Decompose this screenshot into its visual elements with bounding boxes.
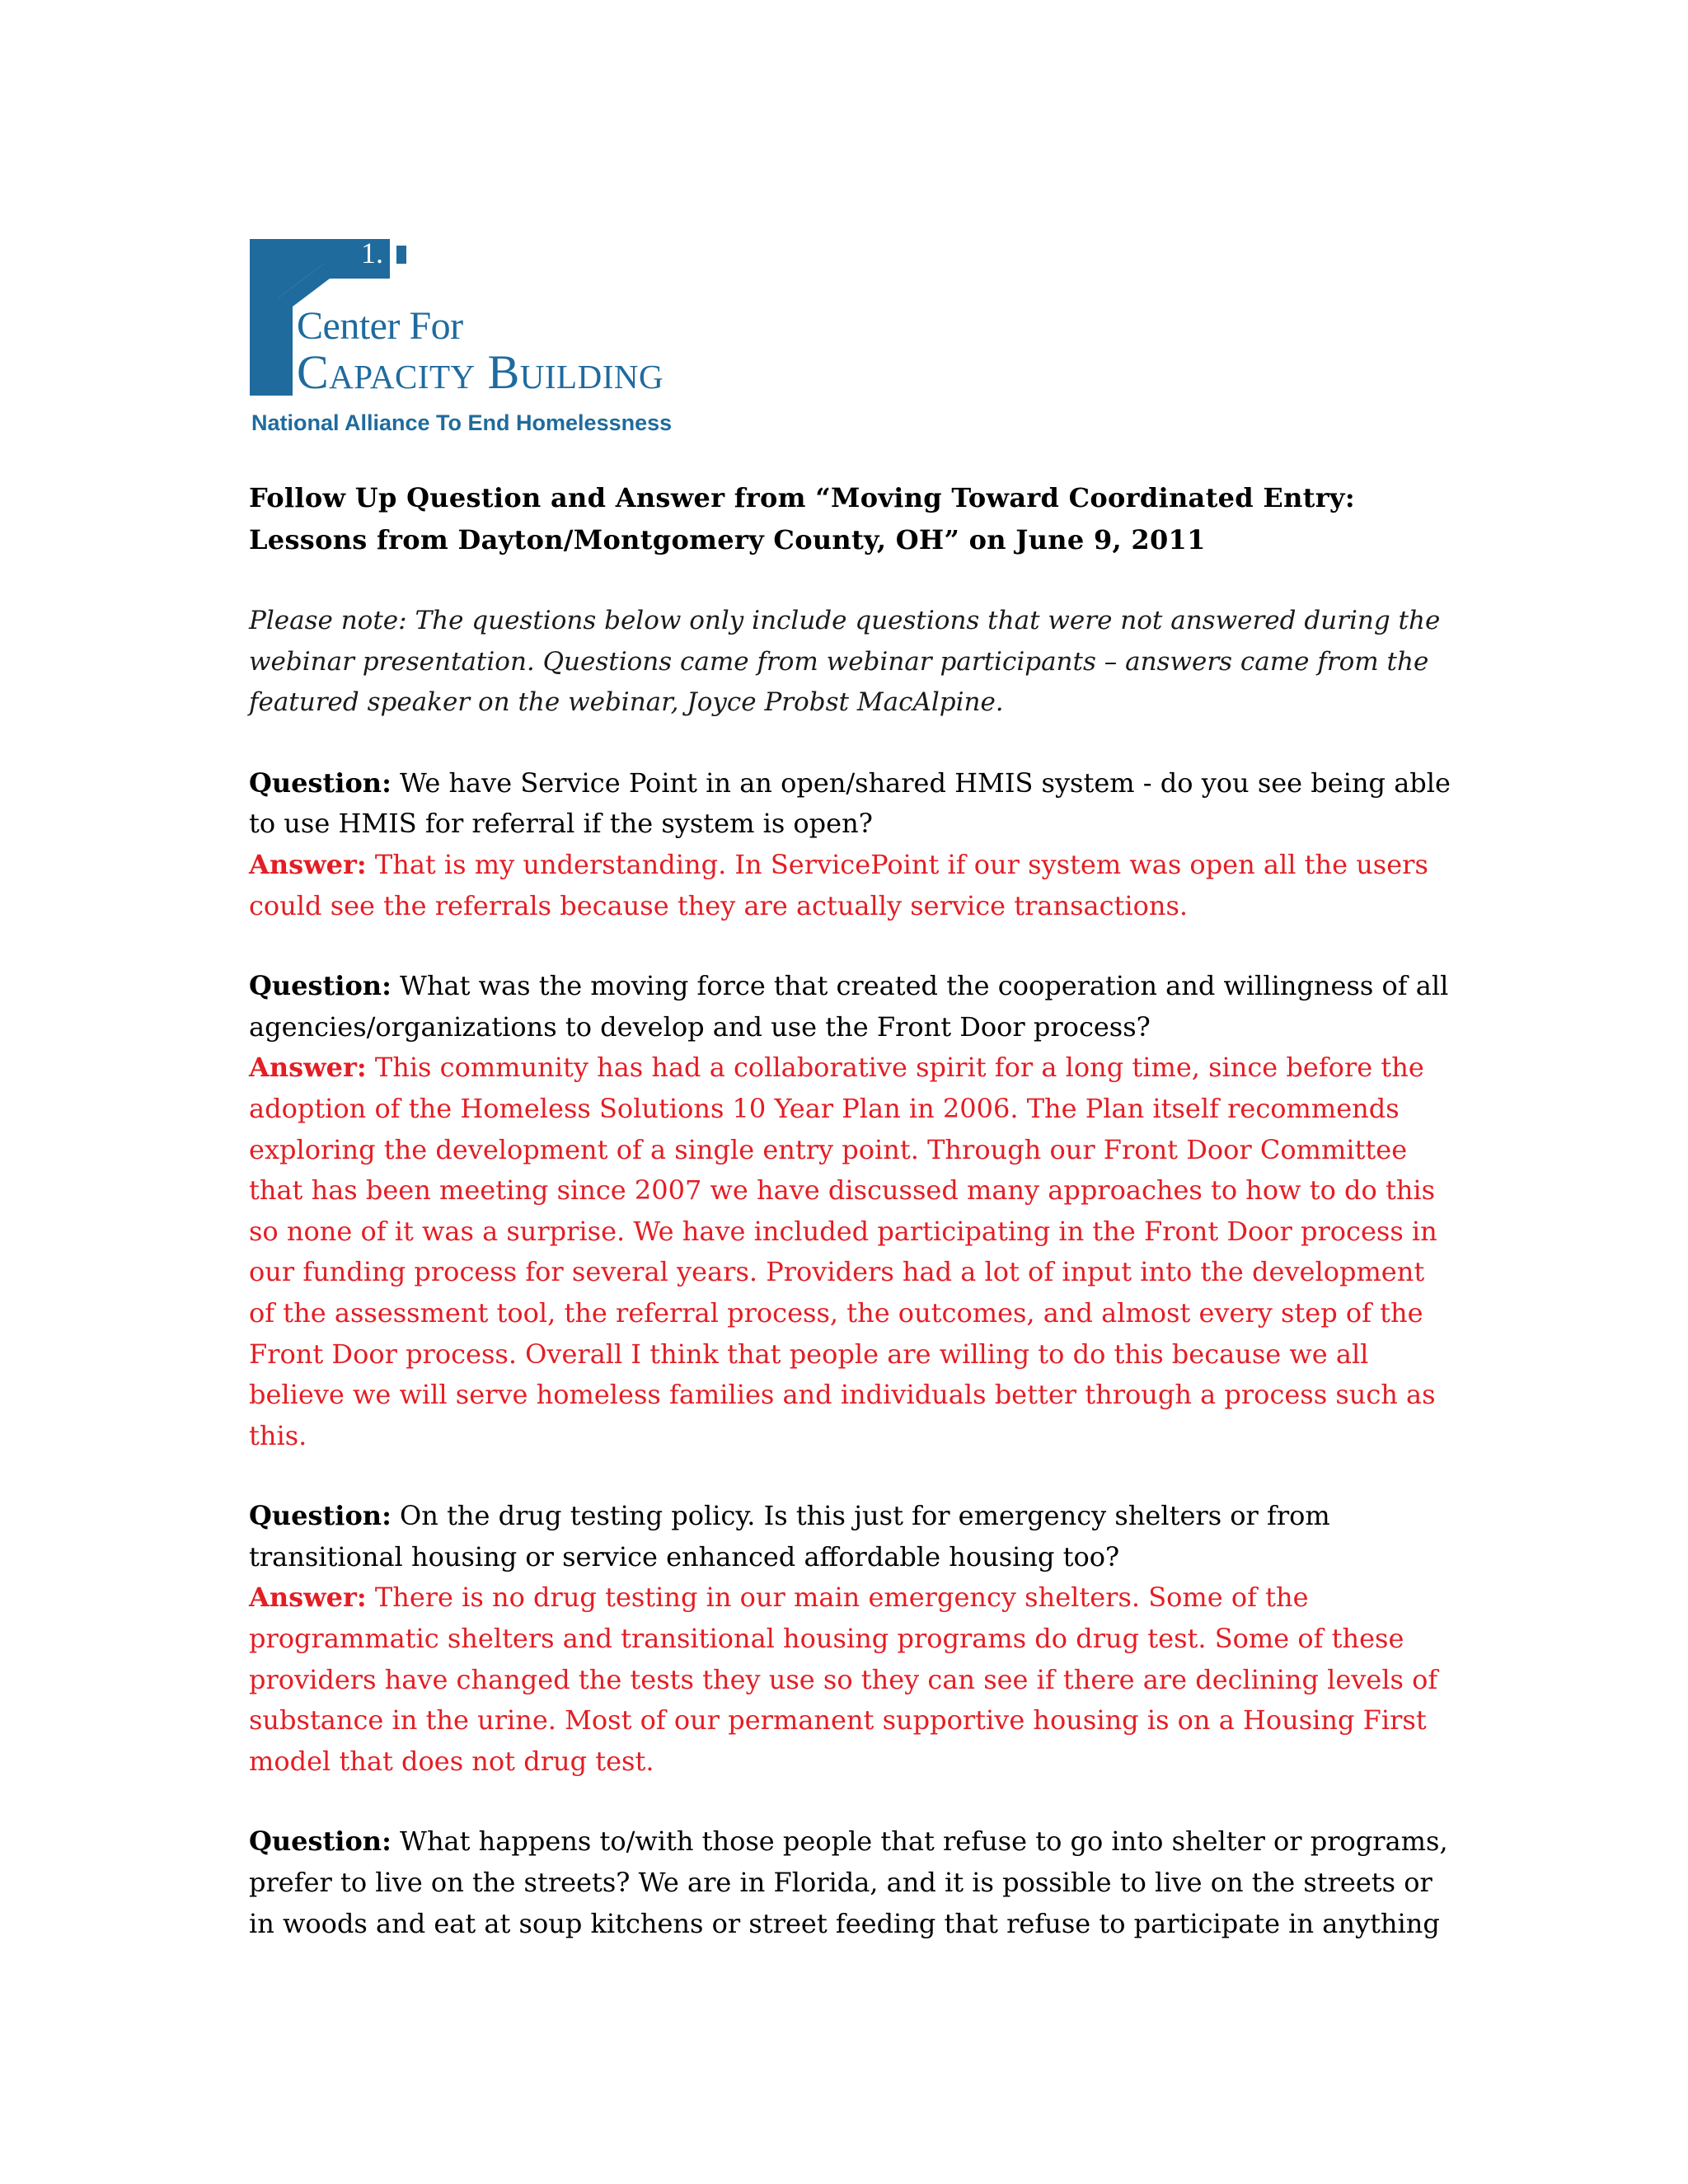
question-text: On the drug testing policy. Is this just for emergency shelters or from transitional housing or service enhanced affordable housing too? (249, 1500, 1330, 1572)
qa-item (249, 1821, 1452, 1944)
logo-text-center-for: Center For (297, 304, 463, 348)
document-body (249, 477, 1452, 1984)
question-paragraph (249, 966, 1452, 1047)
page-number: 1. (361, 237, 383, 269)
question-label: Question: (249, 1825, 392, 1858)
question-paragraph (249, 763, 1452, 845)
question-paragraph (249, 1496, 1452, 1577)
answer-paragraph (249, 1047, 1452, 1456)
question-text: What happens to/with those people that refuse to go into shelter or programs, prefer to live on the streets? We are in Florida, and it is possible to live on the streets or in woods and eat at soup kitchens or street feeding that refuse to participate in anything (249, 1825, 1448, 1939)
answer-text: There is no drug testing in our main emergency shelters. Some of the programmatic shelters and transitional housing programs do drug test. Some of these providers have changed the tests they use so they can see if there are declining levels of substance in the urine. Most of our permanent supportive housing is on a Housing First model that does not drug test. (249, 1582, 1438, 1777)
answer-text: This community has had a collaborative spirit for a long time, since before the adoption of the Homeless Solutions 10 Year Plan in 2006. The Plan itself recommends exploring the development of a single entry point. Through our Front Door Committee that has been meeting since 2007 we have discussed many approaches to how to do this so none of it was a surprise. We have included participating in the Front Door process in our funding process for several years. Providers had a lot of input into the development of the assessment tool, the referral process, the outcomes, and almost every step of the Front Door process. Overall I think that people are willing to do this because we all believe we will serve homeless families and individuals better through a process such as this. (249, 1052, 1437, 1451)
question-label: Question: (249, 1500, 392, 1532)
question-label: Question: (249, 970, 392, 1002)
qa-item (249, 966, 1452, 1456)
answer-paragraph (249, 845, 1452, 926)
answer-label: Answer: (249, 1582, 367, 1614)
answer-label: Answer: (249, 1052, 367, 1084)
qa-item (249, 1496, 1452, 1782)
question-label: Question: (249, 766, 392, 799)
question-paragraph (249, 1821, 1452, 1944)
document-title: Follow Up Question and Answer from “Moving Toward Coordinated Entry: Lessons from Dayton/Montgomery County, OH” on June 9, 2011 (249, 482, 1355, 555)
qa-item (249, 763, 1452, 926)
answer-text: That is my understanding. In ServicePoint if our system was open all the users could see the referrals because they are actually service transactions. (249, 848, 1428, 921)
question-text: What was the moving force that created the cooperation and willingness of all agencies/organizations to develop and use the Front Door process? (249, 970, 1449, 1043)
question-text: We have Service Point in an open/shared HMIS system - do you see being able to use HMIS for referral if the system is open? (249, 766, 1451, 840)
logo-text-capacity-building: Capacity Building (297, 345, 664, 399)
answer-label: Answer: (249, 848, 367, 880)
logo-tagline: National Alliance To End Homelessness (251, 410, 673, 435)
center-for-capacity-building-logo (250, 239, 777, 441)
answer-paragraph (249, 1577, 1452, 1782)
please-note-paragraph: Please note: The questions below only include questions that were not answered during the webinar presentation. Questions came from webinar participants – answers came from the featured speaker on the webinar, Joyce Probst MacAlpine. (249, 606, 1441, 718)
